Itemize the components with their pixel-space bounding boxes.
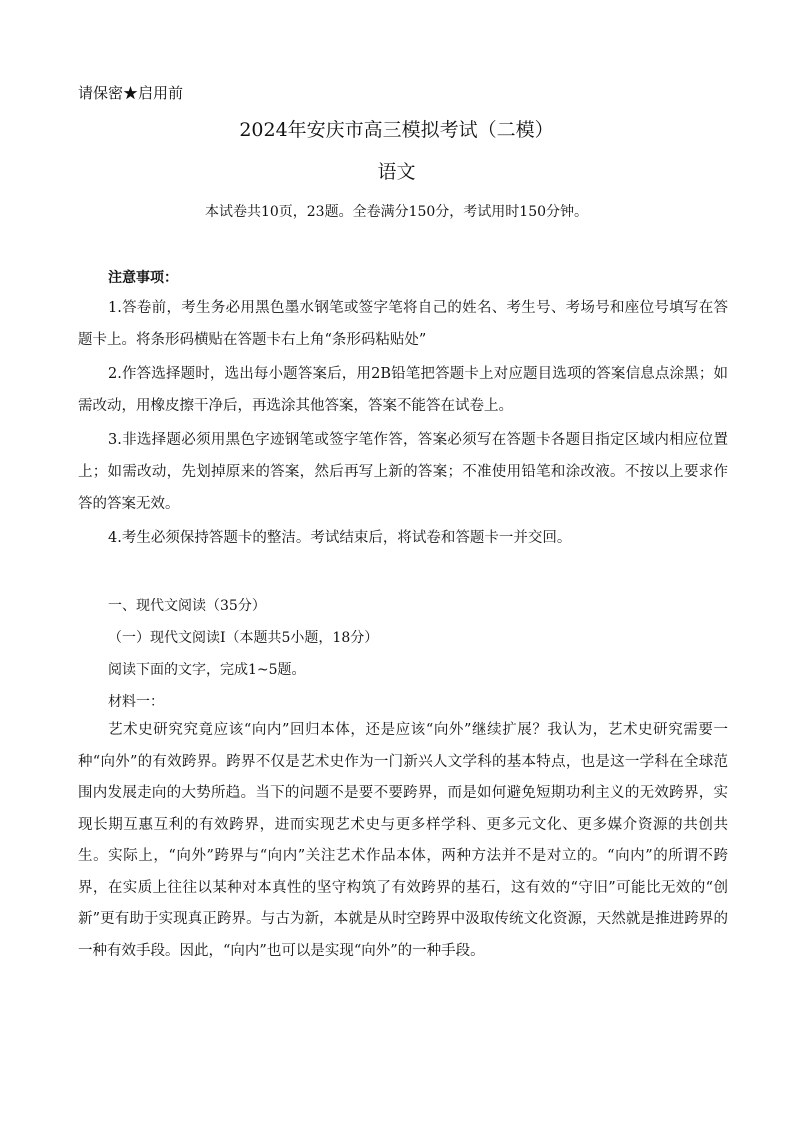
confidential-label: 请保密★启用前 [78, 84, 184, 102]
notice-item-1 [78, 292, 728, 356]
exam-title: 2024年安庆市高三模拟考试（二模） [239, 119, 554, 141]
passage [78, 715, 728, 967]
material-label: 材料一： [108, 694, 164, 710]
exam-info: 本试卷共10页，23题。全卷满分150分，考试用时150分钟。 [204, 204, 589, 220]
notice-item-3-text: 3.非选择题必须用黑色字迹钢笔或签字笔作答，答案必须写在答题卡各题目指定区域内相应位置上；如需改动，先划掉原来的答案，然后再写上新的答案；不准使用铅笔和涂改液。不按以上要求作答的答案无效。 [78, 432, 728, 512]
notice-item-4 [78, 522, 728, 554]
notice-item-4-text: 4.考生必须保持答题卡的整洁。考试结束后，将试卷和答题卡一并交回。 [108, 530, 572, 546]
subsection-heading: （一）现代文阅读Ⅰ（本题共5小题，18分） [108, 630, 379, 646]
passage-text: 艺术史研究究竟应该“向内”回归本体，还是应该“向外”继续扩展？我认为，艺术史研究需要一种“向外”的有效跨界。跨界不仅是艺术史作为一门新兴人文学科的基本特点，也是这一学科在全球范围内发展走向的大势所趋。当下的问题不是要不要跨界，而是如何避免短期功利主义的无效跨界，实现长期互惠互利的有效跨界，进而实现艺术史与更多样学科、更多元文化、更多媒介资源的共创共生。实际上，“向外”跨界与“向内”关注艺术作品本体，两种方法并不是对立的。“向内”的所谓不跨界，在实质上往往以某种对本真性的坚守构筑了有效跨界的基石，这有效的“守旧”可能比无效的“创新”更有助于实现真正跨界。与古为新，本就是从时空跨界中汲取传统文化资源，天然就是推进跨界的一种有效手段。因此，“向内”也可以是实现“向外”的一种手段。 [78, 722, 728, 959]
subject-title: 语文 [377, 161, 416, 183]
reading-instruction: 阅读下面的文字，完成1~5题。 [108, 662, 306, 678]
notice-item-3 [78, 424, 728, 520]
notice-item-2 [78, 358, 728, 422]
section-heading: 一、现代文阅读（35分） [108, 598, 266, 614]
notice-heading: 注意事项： [108, 270, 178, 286]
notice-item-2-text: 2.作答选择题时，选出每小题答案后，用2B铅笔把答题卡上对应题目选项的答案信息点涂黑；如需改动，用橡皮擦干净后，再选涂其他答案，答案不能答在试卷上。 [78, 366, 728, 414]
notice-item-1-text: 1.答卷前，考生务必用黑色墨水钢笔或签字笔将自己的姓名、考生号、考场号和座位号填写在答题卡上。将条形码横贴在答题卡右上角“条形码粘贴处” [78, 300, 728, 348]
